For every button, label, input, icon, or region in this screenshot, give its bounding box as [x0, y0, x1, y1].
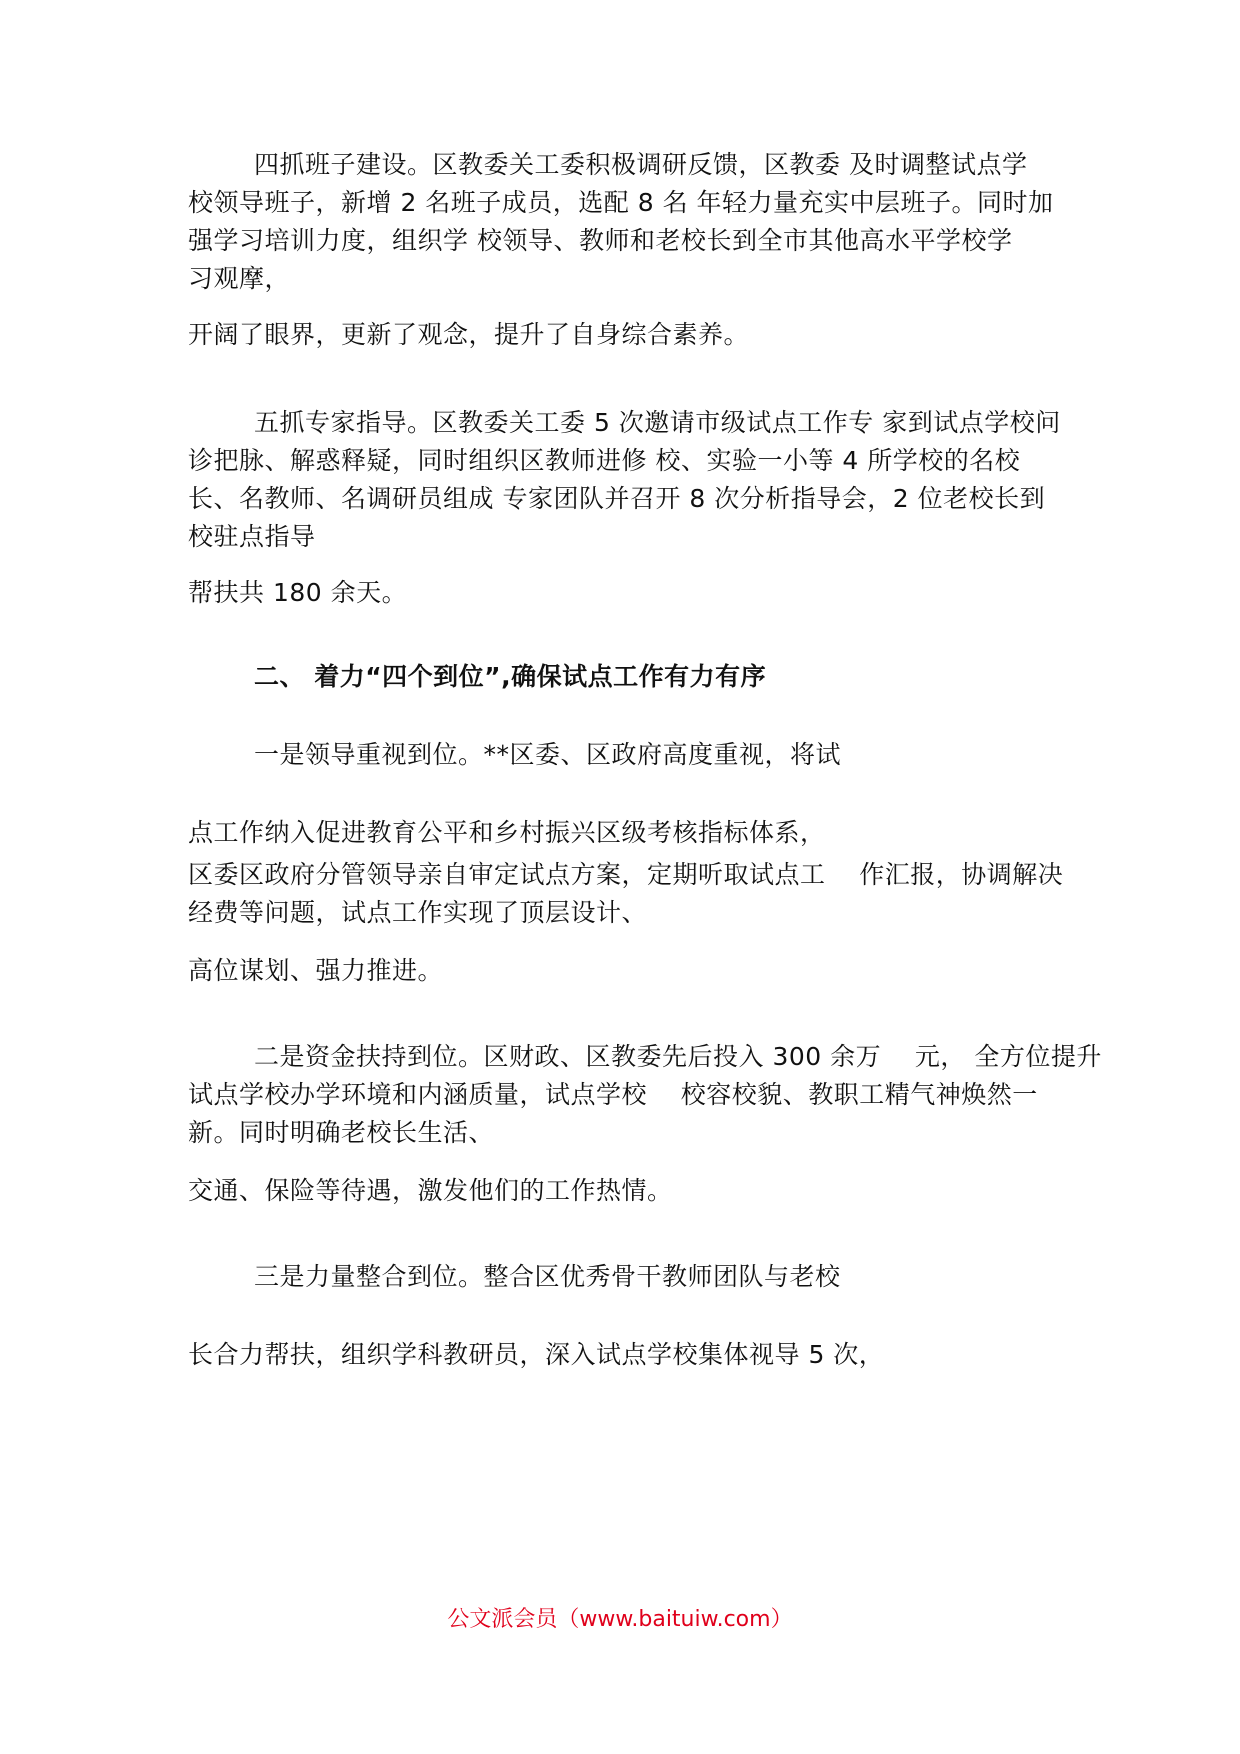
paragraph-line: 诊把脉、解惑释疑，同时组织区教师进修 校、实验一小等 4 所学校的名校: [188, 446, 1021, 475]
section-heading: 二、 着力“四个到位”,确保试点工作有力有序: [254, 662, 767, 691]
paragraph-line: 校领导班子，新增 2 名班子成员，选配 8 名 年轻力量充实中层班子。同时加: [188, 188, 1054, 217]
paragraph-line: 四抓班子建设。区教委关工委积极调研反馈，区教委 及时调整试点学: [254, 150, 1028, 179]
paragraph-line: 高位谋划、强力推进。: [188, 956, 444, 985]
paragraph-line: 交通、保险等待遇，激发他们的工作热情。: [188, 1176, 673, 1205]
paragraph-line: 一是领导重视到位。**区委、区政府高度重视，将试: [254, 740, 842, 769]
paragraph-line: 新。同时明确老校长生活、: [188, 1118, 495, 1147]
paragraph-line: 试点学校办学环境和内涵质量，试点学校 校容校貌、教职工精气神焕然一: [188, 1080, 1038, 1109]
paragraph-line: 习观摩，: [188, 264, 291, 293]
paragraph-line: 三是力量整合到位。整合区优秀骨干教师团队与老校: [254, 1262, 841, 1291]
paragraph-line: 经费等问题，试点工作实现了顶层设计、: [188, 898, 648, 927]
paragraph-line: 开阔了眼界，更新了观念，提升了自身综合素养。: [188, 320, 750, 349]
paragraph-line: 长、名教师、名调研员组成 专家团队并召开 8 次分析指导会，2 位老校长到: [188, 484, 1046, 513]
paragraph-line: 点工作纳入促进教育公平和乡村振兴区级考核指标体系，: [188, 818, 826, 847]
paragraph-line: 五抓专家指导。区教委关工委 5 次邀请市级试点工作专 家到试点学校问: [254, 408, 1061, 437]
paragraph-line: 长合力帮扶，组织学科教研员，深入试点学校集体视导 5 次，: [188, 1340, 885, 1369]
paragraph-line: 校驻点指导: [188, 522, 316, 551]
footer-member-link[interactable]: 公文派会员（www.baituiw.com）: [447, 1607, 793, 1632]
paragraph-line: 帮扶共 180 余天。: [188, 578, 408, 607]
paragraph-line: 二是资金扶持到位。区财政、区教委先后投入 300 余万 元， 全方位提升: [254, 1042, 1102, 1071]
paragraph-line: 区委区政府分管领导亲自审定试点方案，定期听取试点工 作汇报，协调解决: [188, 860, 1064, 889]
paragraph-line: 强学习培训力度，组织学 校领导、教师和老校长到全市其他高水平学校学: [188, 226, 1013, 255]
